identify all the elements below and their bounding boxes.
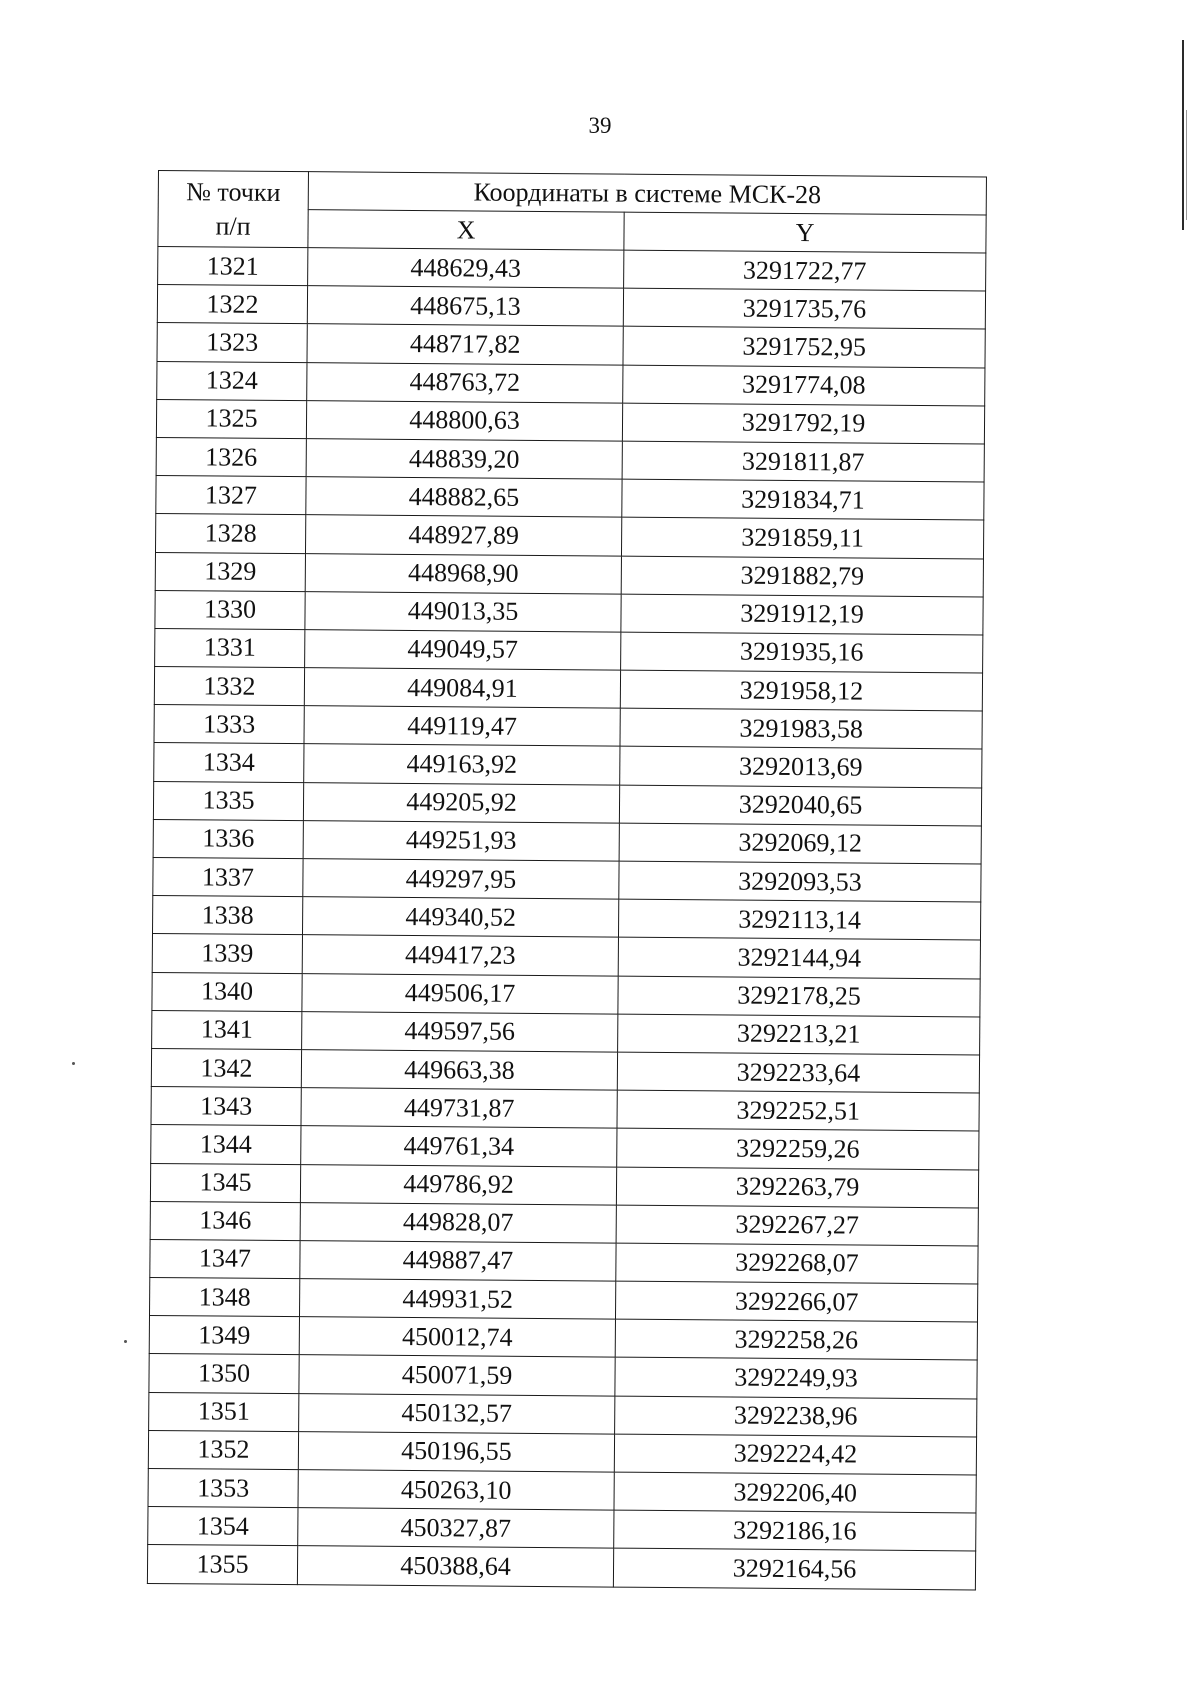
x-coordinate-cell: 450196,55 <box>298 1431 614 1472</box>
x-coordinate-cell: 449828,07 <box>300 1202 616 1243</box>
y-coordinate-cell: 3291983,58 <box>620 708 982 749</box>
table-row <box>157 285 985 330</box>
y-coordinate-cell: 3292268,07 <box>616 1243 978 1284</box>
point-number-cell: 1338 <box>153 896 303 935</box>
point-number-header-line: п/п <box>215 210 251 241</box>
table-row <box>156 476 984 521</box>
y-coordinate-cell: 3291752,95 <box>623 327 985 368</box>
point-number-cell: 1351 <box>149 1392 299 1431</box>
x-coordinate-cell: 449887,47 <box>300 1241 616 1282</box>
y-coordinate-cell: 3291811,87 <box>622 441 984 482</box>
table-row <box>152 972 980 1017</box>
table-body <box>147 247 985 1590</box>
x-coordinate-cell: 449506,17 <box>302 973 618 1014</box>
y-coordinate-cell: 3292144,94 <box>618 938 980 979</box>
y-coordinate-cell: 3292249,93 <box>615 1358 977 1399</box>
x-coordinate-cell: 449663,38 <box>301 1050 617 1091</box>
table-row <box>148 1507 976 1552</box>
x-coordinate-cell: 448882,65 <box>306 477 622 518</box>
point-number-cell: 1344 <box>151 1125 301 1164</box>
table-row <box>154 743 982 788</box>
y-coordinate-cell: 3291935,16 <box>621 632 983 673</box>
x-coordinate-cell: 449084,91 <box>304 668 620 709</box>
y-coordinate-cell: 3292069,12 <box>619 823 981 864</box>
x-coordinate-cell: 450012,74 <box>299 1317 615 1358</box>
y-coordinate-cell: 3292164,56 <box>613 1548 975 1589</box>
table-row <box>153 896 981 941</box>
x-coordinate-cell: 448968,90 <box>305 553 621 594</box>
y-coordinate-cell: 3291912,19 <box>621 594 983 635</box>
y-coordinate-cell: 3292040,65 <box>619 785 981 826</box>
table-header <box>158 171 987 254</box>
point-number-cell: 1322 <box>157 285 307 324</box>
table-row <box>152 934 980 979</box>
y-coordinate-cell: 3291792,19 <box>622 403 984 444</box>
point-number-cell: 1331 <box>155 628 305 667</box>
x-coordinate-cell: 449761,34 <box>301 1126 617 1167</box>
x-coordinate-cell: 449786,92 <box>300 1164 616 1205</box>
x-coordinate-cell: 448800,63 <box>306 400 622 441</box>
y-coordinate-cell: 3292258,26 <box>615 1319 977 1360</box>
table-row <box>155 552 983 597</box>
point-number-cell: 1329 <box>155 552 305 591</box>
x-coordinate-cell: 449731,87 <box>301 1088 617 1129</box>
table-row <box>151 1125 979 1170</box>
table-row <box>156 399 984 444</box>
x-coordinate-cell: 448763,72 <box>307 362 623 403</box>
x-coordinate-cell: 448839,20 <box>306 439 622 480</box>
point-number-cell: 1321 <box>158 247 308 286</box>
table-row <box>155 590 983 635</box>
table-row <box>157 323 985 368</box>
x-coordinate-cell: 449013,35 <box>305 591 621 632</box>
table-row <box>151 1087 979 1132</box>
y-coordinate-cell: 3292186,16 <box>614 1510 976 1551</box>
point-number-cell: 1345 <box>150 1163 300 1202</box>
y-coordinate-cell: 3292093,53 <box>619 861 981 902</box>
table-row <box>155 514 983 559</box>
table-row <box>150 1163 978 1208</box>
y-column-header: Y <box>624 212 986 253</box>
x-coordinate-cell: 449205,92 <box>303 782 619 823</box>
scan-speck <box>124 1340 127 1343</box>
y-coordinate-cell: 3292233,64 <box>617 1052 979 1093</box>
point-number-cell: 1333 <box>154 705 304 744</box>
point-number-cell: 1330 <box>155 590 305 629</box>
x-coordinate-cell: 449251,93 <box>303 820 619 861</box>
table-row <box>153 857 981 902</box>
table-row <box>156 437 984 482</box>
table-row <box>152 1010 980 1055</box>
y-coordinate-cell: 3292113,14 <box>618 899 980 940</box>
table-row <box>149 1354 977 1399</box>
point-number-cell: 1341 <box>152 1010 302 1049</box>
table-row <box>148 1430 976 1475</box>
y-coordinate-cell: 3291774,08 <box>623 365 985 406</box>
point-number-cell: 1353 <box>148 1468 298 1507</box>
point-number-cell: 1343 <box>151 1087 301 1126</box>
y-coordinate-cell: 3292267,27 <box>616 1205 978 1246</box>
scan-edge-line <box>1182 40 1184 230</box>
table-row <box>155 628 983 673</box>
x-coordinate-cell: 450263,10 <box>298 1470 614 1511</box>
x-coordinate-cell: 449049,57 <box>305 630 621 671</box>
table-row <box>149 1392 977 1437</box>
point-number-cell: 1346 <box>150 1201 300 1240</box>
y-coordinate-cell: 3292224,42 <box>614 1434 976 1475</box>
y-coordinate-cell: 3292252,51 <box>617 1090 979 1131</box>
point-number-cell: 1326 <box>156 437 306 476</box>
point-number-cell: 1354 <box>148 1507 298 1546</box>
x-coordinate-cell: 449119,47 <box>304 706 620 747</box>
y-coordinate-cell: 3292259,26 <box>617 1128 979 1169</box>
x-coordinate-cell: 449597,56 <box>302 1011 618 1052</box>
point-number-cell: 1347 <box>150 1239 300 1278</box>
y-coordinate-cell: 3291859,11 <box>621 517 983 558</box>
y-coordinate-cell: 3291882,79 <box>621 556 983 597</box>
x-coordinate-cell: 448629,43 <box>308 248 624 289</box>
point-number-cell: 1352 <box>148 1430 298 1469</box>
point-number-cell: 1348 <box>150 1278 300 1317</box>
table-row <box>150 1239 978 1284</box>
y-coordinate-cell: 3292238,96 <box>615 1396 977 1437</box>
point-number-cell: 1349 <box>149 1316 299 1355</box>
y-coordinate-cell: 3292213,21 <box>618 1014 980 1055</box>
table-row <box>154 667 982 712</box>
point-number-cell: 1339 <box>152 934 302 973</box>
x-coordinate-cell: 448675,13 <box>307 286 623 327</box>
x-coordinate-cell: 448927,89 <box>305 515 621 556</box>
point-number-header-label <box>186 177 281 241</box>
table-row <box>157 361 985 406</box>
point-number-cell: 1327 <box>156 476 306 515</box>
point-number-cell: 1325 <box>156 399 306 438</box>
x-coordinate-cell: 449163,92 <box>304 744 620 785</box>
table-row <box>150 1278 978 1323</box>
x-coordinate-cell: 450132,57 <box>299 1393 615 1434</box>
x-coordinate-cell: 449931,52 <box>299 1279 615 1320</box>
table-row <box>153 819 981 864</box>
point-number-cell: 1332 <box>154 667 304 706</box>
table-row <box>153 781 981 826</box>
y-coordinate-cell: 3292178,25 <box>618 976 980 1017</box>
point-number-header-line: № точки <box>186 176 281 207</box>
table-row <box>151 1048 979 1093</box>
coord-system-header: Координаты в системе МСК-28 <box>308 172 986 215</box>
x-column-header: X <box>308 210 624 250</box>
table-row <box>154 705 982 750</box>
page-number: 39 <box>588 113 612 138</box>
point-number-cell: 1350 <box>149 1354 299 1393</box>
point-number-cell: 1336 <box>153 819 303 858</box>
table-row <box>147 1545 975 1590</box>
table-row <box>150 1201 978 1246</box>
point-number-cell: 1340 <box>152 972 302 1011</box>
x-coordinate-cell: 450388,64 <box>297 1546 613 1587</box>
table-row <box>148 1468 976 1513</box>
point-number-cell: 1334 <box>154 743 304 782</box>
coordinates-table <box>147 170 987 1590</box>
point-number-cell: 1324 <box>157 361 307 400</box>
point-number-cell: 1342 <box>151 1048 301 1087</box>
y-coordinate-cell: 3291722,77 <box>624 250 986 291</box>
y-coordinate-cell: 3292013,69 <box>620 747 982 788</box>
x-coordinate-cell: 448717,82 <box>307 324 623 365</box>
x-coordinate-cell: 450327,87 <box>298 1508 614 1549</box>
point-number-cell: 1355 <box>147 1545 297 1584</box>
y-coordinate-cell: 3291735,76 <box>623 288 985 329</box>
y-coordinate-cell: 3291834,71 <box>622 479 984 520</box>
x-coordinate-cell: 449417,23 <box>302 935 618 976</box>
x-coordinate-cell: 450071,59 <box>299 1355 615 1396</box>
point-number-cell: 1323 <box>157 323 307 362</box>
point-number-cell: 1335 <box>153 781 303 820</box>
x-coordinate-cell: 449297,95 <box>303 859 619 900</box>
scan-speck <box>72 1062 75 1065</box>
y-coordinate-cell: 3292266,07 <box>615 1281 977 1322</box>
y-coordinate-cell: 3292263,79 <box>616 1167 978 1208</box>
point-number-header <box>158 171 309 248</box>
y-coordinate-cell: 3292206,40 <box>614 1472 976 1513</box>
point-number-cell: 1337 <box>153 857 303 896</box>
scan-edge-line-faint <box>1186 110 1187 220</box>
x-coordinate-cell: 449340,52 <box>302 897 618 938</box>
table-row <box>158 247 986 292</box>
table-row <box>149 1316 977 1361</box>
point-number-cell: 1328 <box>155 514 305 553</box>
y-coordinate-cell: 3291958,12 <box>620 670 982 711</box>
